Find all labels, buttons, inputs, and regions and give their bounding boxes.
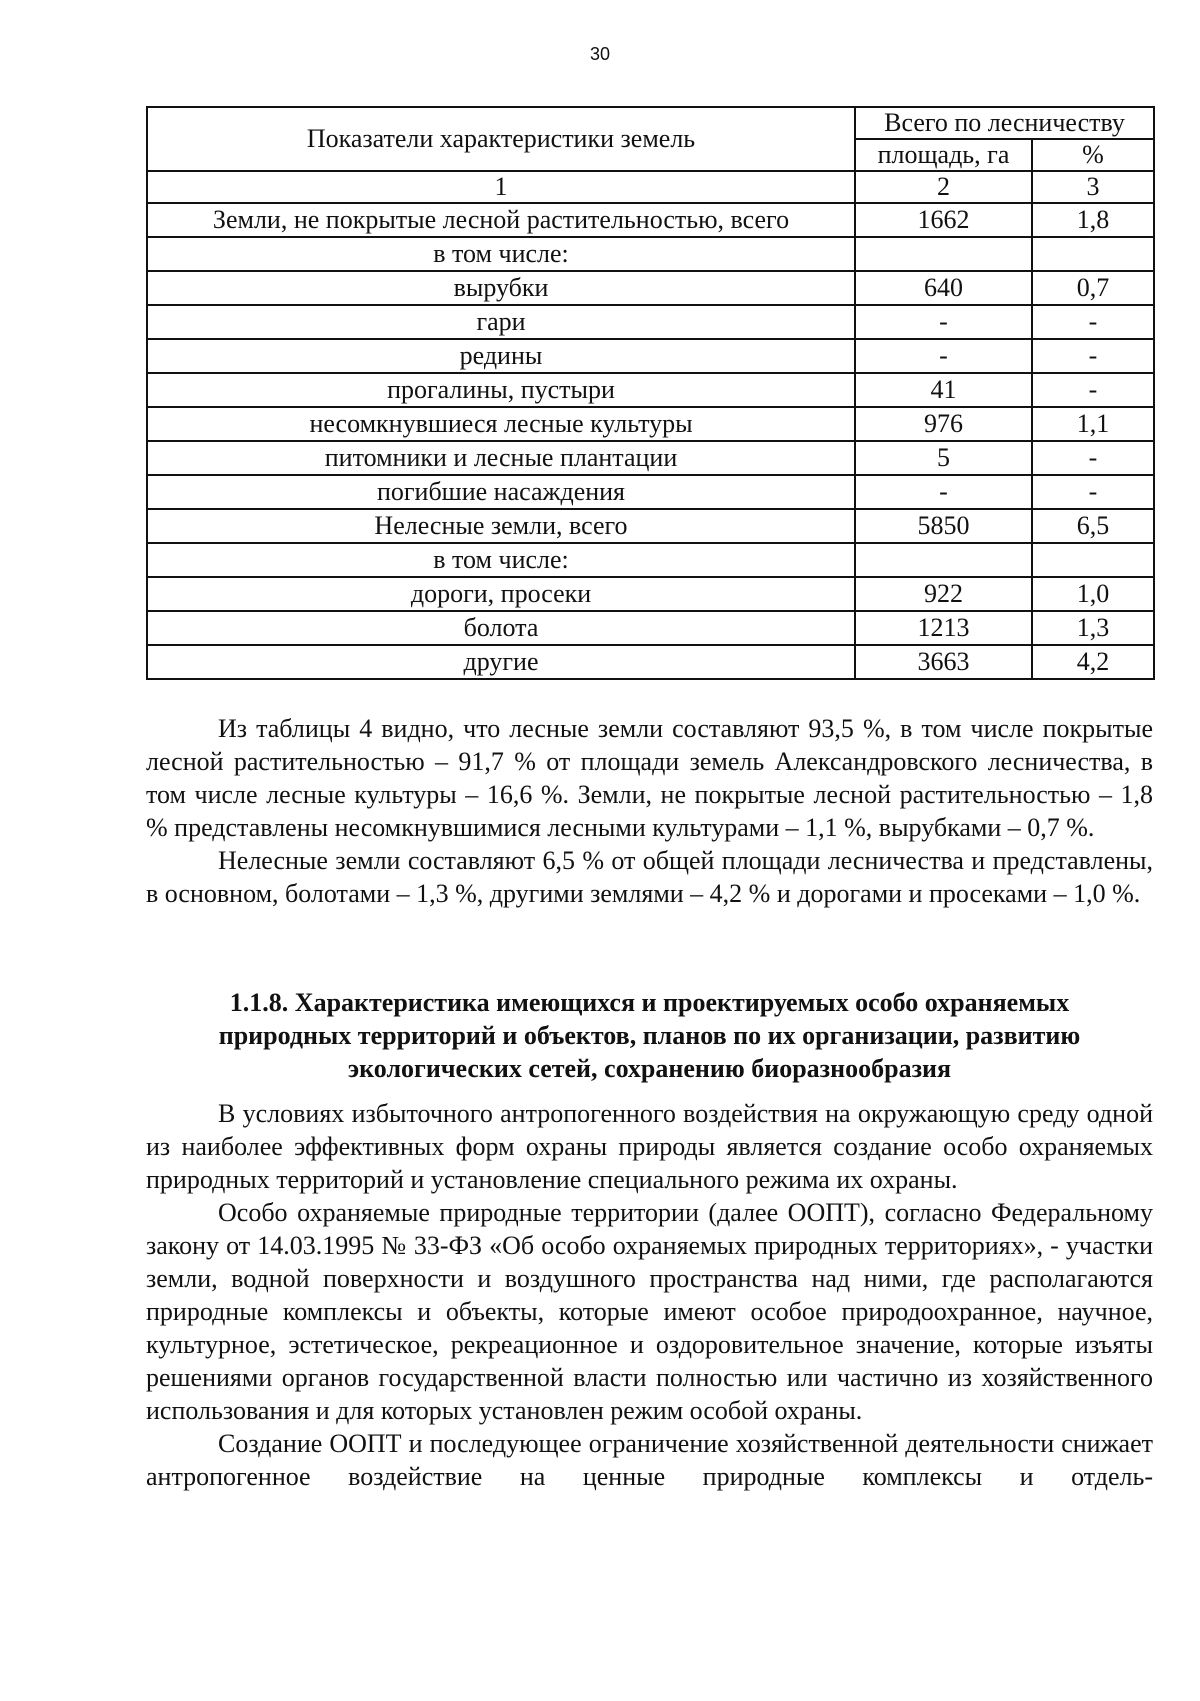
row-percent: - <box>1032 339 1154 373</box>
land-characteristics-table <box>146 106 1155 680</box>
paragraph: Нелесные земли составляют 6,5 % от общей площади лесничества и представлены, в основном, болотами – 1,3 %, другими землями – 4,2 % и дорогами и просеками – 1,0 %. <box>146 846 1153 908</box>
row-label: болота <box>147 611 855 645</box>
table-row <box>147 237 1154 271</box>
row-percent: 1,0 <box>1032 577 1154 611</box>
table-row <box>147 339 1154 373</box>
table-row <box>147 271 1154 305</box>
paragraph: Из таблицы 4 видно, что лесные земли составляют 93,5 %, в том числе покрытые лесной растительностью – 91,7 % от площади земель Александровского лесничества, в том числе лесные культуры – 16,6 %. Земли, не покрытые лесной растительностью – 1,8 % представлены несомкнувшимися лесными культурами – 1,1 %, вырубками – 0,7 %. <box>146 714 1153 842</box>
table-row <box>147 645 1154 679</box>
table-row <box>147 373 1154 407</box>
header-percent: % <box>1032 139 1154 171</box>
row-percent: 1,1 <box>1032 407 1154 441</box>
header-indicator: Показатели характеристики земель <box>147 107 855 171</box>
table-row <box>147 305 1154 339</box>
row-percent: - <box>1032 373 1154 407</box>
row-percent <box>1032 543 1154 577</box>
analysis-text <box>146 712 1153 910</box>
row-label: дороги, просеки <box>147 577 855 611</box>
row-area: - <box>855 305 1032 339</box>
table-row <box>147 203 1154 237</box>
row-label: несомкнувшиеся лесные культуры <box>147 407 855 441</box>
row-label: в том числе: <box>147 237 855 271</box>
section-heading-line: природных территорий и объектов, планов по их организации, развитию <box>218 1021 1081 1050</box>
section-heading-line: экологических сетей, сохранению биоразнообразия <box>347 1054 952 1083</box>
row-area <box>855 543 1032 577</box>
row-percent <box>1032 237 1154 271</box>
column-number: 2 <box>855 171 1032 203</box>
table-row <box>147 509 1154 543</box>
table-row <box>147 543 1154 577</box>
column-number: 1 <box>147 171 855 203</box>
row-percent: 6,5 <box>1032 509 1154 543</box>
row-area: 1662 <box>855 203 1032 237</box>
row-label: Нелесные земли, всего <box>147 509 855 543</box>
row-percent: 0,7 <box>1032 271 1154 305</box>
row-percent: 1,8 <box>1032 203 1154 237</box>
row-label: прогалины, пустыри <box>147 373 855 407</box>
row-label: другие <box>147 645 855 679</box>
row-area: - <box>855 339 1032 373</box>
section-heading <box>146 986 1153 1085</box>
row-area: 1213 <box>855 611 1032 645</box>
row-area: 976 <box>855 407 1032 441</box>
row-label: вырубки <box>147 271 855 305</box>
column-number: 3 <box>1032 171 1154 203</box>
table-row <box>147 577 1154 611</box>
row-percent: 4,2 <box>1032 645 1154 679</box>
row-area: 640 <box>855 271 1032 305</box>
row-percent: 1,3 <box>1032 611 1154 645</box>
row-area: 5 <box>855 441 1032 475</box>
row-percent: - <box>1032 305 1154 339</box>
table-header-row <box>147 107 1154 139</box>
paragraph: Особо охраняемые природные территории (далее ООПТ), согласно Федеральному закону от 14.03.1995 № 33-ФЗ «Об особо охраняемых природных территориях», - участки земли, водной поверхности и воздушного пространства над ними, где располагаются природные комплексы и объекты, которые имеют особое природоохранное, научное, культурное, эстетическое, рекреационное и оздоровительное значение, которые изъяты решениями органов государственной власти полностью или частично из хозяйственного использования и для которых установлен режим особой охраны. <box>146 1198 1153 1425</box>
row-area: 5850 <box>855 509 1032 543</box>
table-row <box>147 407 1154 441</box>
column-number-row <box>147 171 1154 203</box>
row-label: гари <box>147 305 855 339</box>
row-percent: - <box>1032 441 1154 475</box>
table-row <box>147 441 1154 475</box>
row-label: погибшие насаждения <box>147 475 855 509</box>
row-percent: - <box>1032 475 1154 509</box>
header-total-group: Всего по лесничеству <box>855 107 1154 139</box>
table-row <box>147 475 1154 509</box>
row-area: 3663 <box>855 645 1032 679</box>
row-label: редины <box>147 339 855 373</box>
row-label: питомники и лесные плантации <box>147 441 855 475</box>
section-heading-line: 1.1.8. Характеристика имеющихся и проектируемых особо охраняемых <box>229 988 1070 1017</box>
oopt-text <box>146 1097 1153 1493</box>
row-area: 922 <box>855 577 1032 611</box>
row-area: 41 <box>855 373 1032 407</box>
row-area: - <box>855 475 1032 509</box>
row-label: в том числе: <box>147 543 855 577</box>
row-area <box>855 237 1032 271</box>
paragraph: В условиях избыточного антропогенного воздействия на окружающую среду одной из наиболее эффективных форм охраны природы является создание особо охраняемых природных территорий и установление специального режима их охраны. <box>146 1099 1153 1194</box>
row-label: Земли, не покрытые лесной растительностью, всего <box>147 203 855 237</box>
page-number: 30 <box>589 44 611 64</box>
table-row <box>147 611 1154 645</box>
header-area: площадь, га <box>855 139 1032 171</box>
paragraph: Создание ООПТ и последующее ограничение хозяйственной деятельности снижает антропогенное воздействие на ценные природные комплексы и отдель- <box>146 1429 1153 1491</box>
